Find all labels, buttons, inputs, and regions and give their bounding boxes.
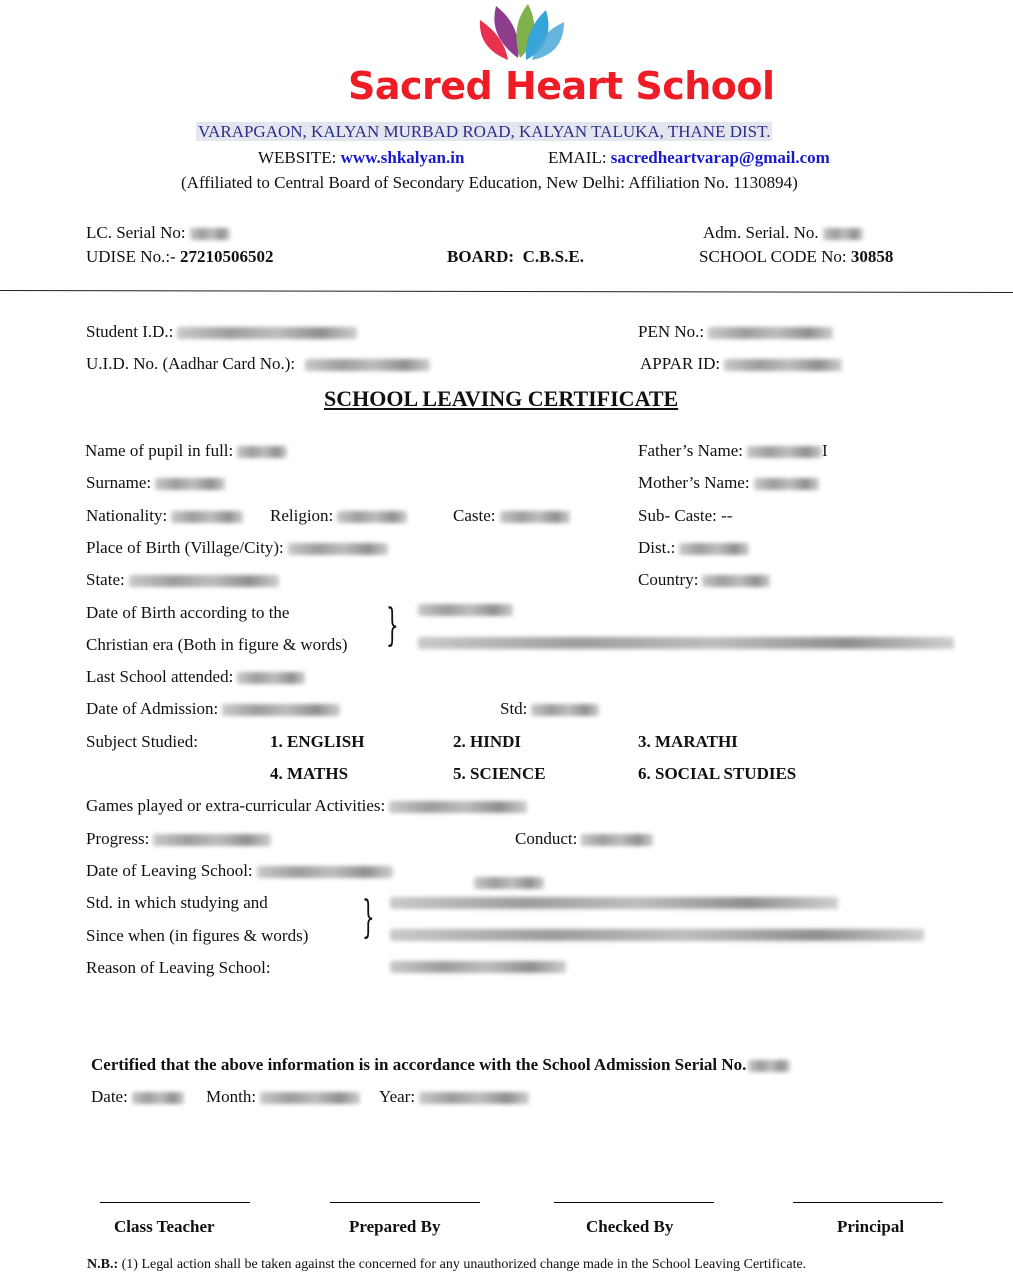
website-line: WEBSITE: www.shkalyan.in	[258, 148, 465, 167]
email-line: EMAIL: sacredheartvarap@gmail.com	[548, 148, 830, 167]
signature-principal: Principal	[837, 1217, 905, 1236]
redacted-value	[702, 575, 770, 587]
redacted-value	[129, 575, 279, 587]
std-words-redacted	[390, 897, 838, 909]
subject-item: 2. HINDI	[453, 732, 522, 751]
sub-caste: Sub- Caste: --	[638, 506, 733, 525]
redacted-value	[337, 511, 407, 523]
subject-item: 5. SCIENCE	[453, 764, 546, 783]
redacted-value	[237, 446, 287, 458]
uid-number: U.I.D. No. (Aadhar Card No.):	[86, 354, 430, 374]
redacted-value	[177, 327, 357, 339]
school-code: SCHOOL CODE No: 30858	[699, 247, 894, 266]
signature-line	[554, 1202, 714, 1203]
subjects-label: Subject Studied:	[86, 732, 198, 751]
dob-brace: }	[386, 600, 399, 651]
certification-date: Date:	[91, 1087, 184, 1107]
caste: Caste:	[453, 506, 570, 526]
date-of-leaving: Date of Leaving School:	[86, 861, 393, 881]
redacted-value	[171, 511, 243, 523]
header-divider	[0, 290, 1013, 293]
redacted-value	[724, 359, 842, 371]
religion: Religion:	[270, 506, 407, 526]
redacted-value	[747, 446, 822, 458]
email-link[interactable]: sacredheartvarap@gmail.com	[610, 148, 830, 167]
redacted-value	[419, 1092, 529, 1104]
signature-class-teacher: Class Teacher	[114, 1217, 215, 1236]
redacted-value	[237, 672, 305, 684]
udise-number: UDISE No.:- 27210506502	[86, 247, 274, 266]
redacted-value	[531, 704, 599, 716]
conduct: Conduct:	[515, 829, 653, 849]
redacted-value	[823, 228, 863, 240]
redacted-value	[222, 704, 340, 716]
std-brace: }	[362, 892, 375, 943]
father-name: Father’s Name: I	[638, 441, 828, 460]
certification-year: Year:	[379, 1087, 529, 1107]
affiliation-text: (Affiliated to Central Board of Secondary Education, New Delhi: Affiliation No. 1130894)	[181, 173, 798, 192]
redacted-value	[679, 543, 749, 555]
district: Dist.:	[638, 538, 749, 558]
redacted-value	[754, 478, 819, 490]
dob-words-redacted	[418, 637, 954, 649]
mother-name: Mother’s Name:	[638, 473, 819, 493]
subject-item: 1. ENGLISH	[270, 732, 365, 751]
redacted-value	[190, 228, 230, 240]
certification-statement: Certified that the above information is in accordance with the School Admission Serial No.	[91, 1055, 790, 1075]
std-studying-line1: Std. in which studying and	[86, 893, 268, 912]
website-link[interactable]: www.shkalyan.in	[340, 148, 465, 167]
last-school: Last School attended:	[86, 667, 305, 687]
std-studying-line2: Since when (in figures & words)	[86, 926, 309, 945]
signature-prepared-by: Prepared By	[349, 1217, 441, 1236]
redacted-value	[257, 866, 393, 878]
redacted-value	[288, 543, 388, 555]
state: State:	[86, 570, 279, 590]
school-logo	[474, 2, 570, 62]
subject-item: 3. MARATHI	[638, 732, 738, 751]
country: Country:	[638, 570, 770, 590]
adm-serial: Adm. Serial. No.	[703, 223, 863, 243]
reason-of-leaving: Reason of Leaving School:	[86, 958, 271, 977]
signature-line	[100, 1202, 250, 1203]
subject-item: 4. MATHS	[270, 764, 349, 783]
surname: Surname:	[86, 473, 225, 493]
board-info: BOARD: C.B.S.E.	[447, 247, 584, 266]
signature-line	[330, 1202, 480, 1203]
std-figures-redacted	[474, 877, 544, 889]
subject-item: 6. SOCIAL STUDIES	[638, 764, 797, 783]
lc-serial: LC. Serial No:	[86, 223, 230, 243]
redacted-value	[260, 1092, 360, 1104]
signature-checked-by: Checked By	[586, 1217, 674, 1236]
redacted-value	[305, 359, 430, 371]
redacted-value	[153, 834, 271, 846]
pen-number: PEN No.:	[638, 322, 833, 342]
school-name: Sacred Heart School	[348, 64, 775, 108]
since-when-redacted	[390, 929, 924, 941]
redacted-value	[581, 834, 653, 846]
date-of-admission: Date of Admission:	[86, 699, 340, 719]
certificate-title: SCHOOL LEAVING CERTIFICATE	[324, 386, 679, 411]
place-of-birth: Place of Birth (Village/City):	[86, 538, 388, 558]
games-activities: Games played or extra-curricular Activities:	[86, 796, 527, 816]
redacted-value	[708, 327, 833, 339]
std-admitted: Std:	[500, 699, 599, 719]
certification-month: Month:	[206, 1087, 360, 1107]
redacted-value	[132, 1092, 184, 1104]
school-address: VARAPGAON, KALYAN MURBAD ROAD, KALYAN TALUKA, THANE DIST.	[198, 122, 771, 141]
redacted-value	[389, 801, 527, 813]
redacted-value	[748, 1060, 790, 1072]
dob-label-line2: Christian era (Both in figure & words)	[86, 635, 348, 654]
footnote: N.B.: (1) Legal action shall be taken against the concerned for any unauthorized change made in the School Leaving Certificate.	[87, 1257, 807, 1272]
pupil-name: Name of pupil in full:	[85, 441, 287, 461]
redacted-value	[155, 478, 225, 490]
signature-line	[793, 1202, 943, 1203]
appar-id: APPAR ID:	[640, 354, 842, 374]
dob-label-line1: Date of Birth according to the	[86, 603, 290, 622]
redacted-value	[500, 511, 570, 523]
student-id: Student I.D.:	[86, 322, 357, 342]
progress: Progress:	[86, 829, 271, 849]
dob-figures-redacted	[418, 604, 513, 616]
nationality: Nationality:	[86, 506, 243, 526]
reason-redacted	[390, 961, 566, 973]
